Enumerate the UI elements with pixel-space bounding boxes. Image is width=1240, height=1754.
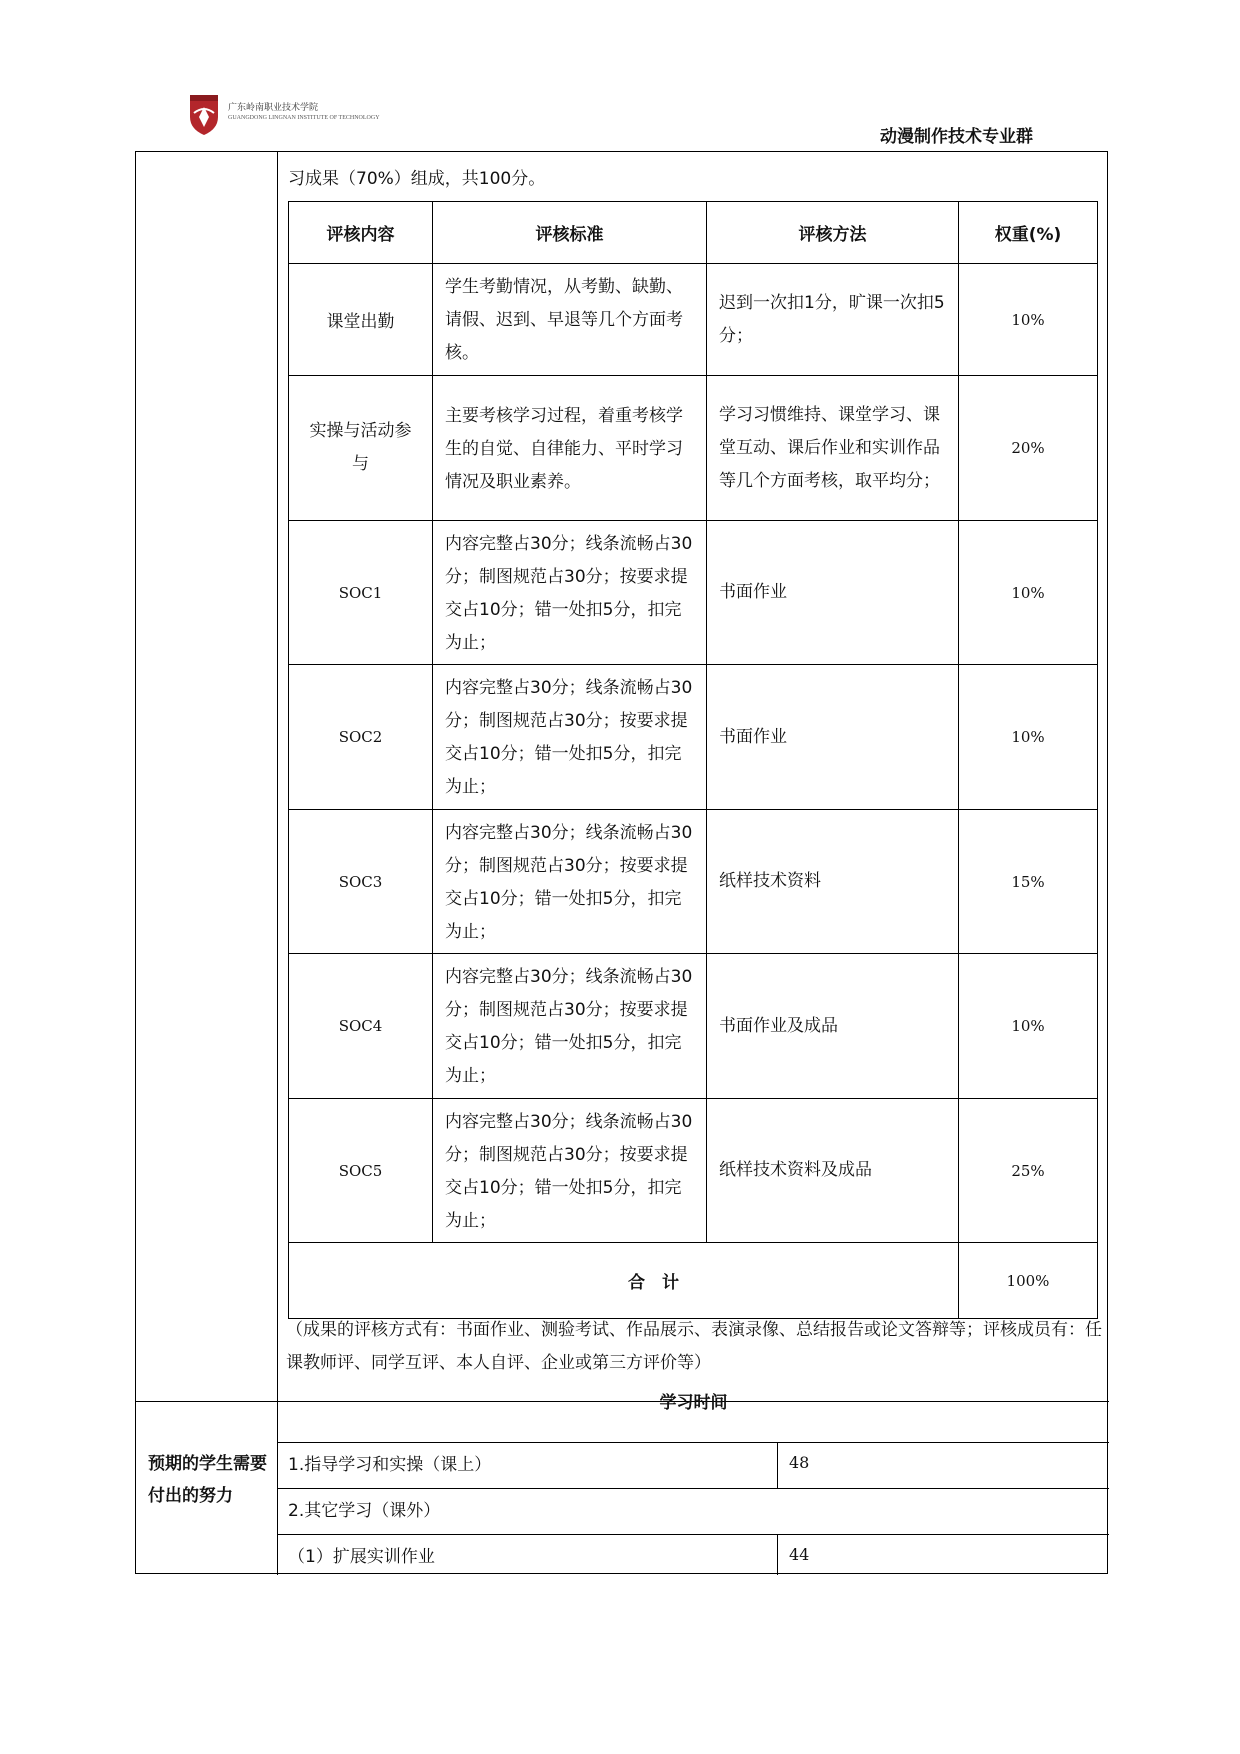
intro-text: 习成果（70%）组成，共100分。 <box>288 169 546 189</box>
table-row <box>289 665 1098 810</box>
assessment-note: （成果的评核方式有：书面作业、测验考试、作品展示、表演录像、总结报告或论文答辩等；评核成员有：任课教师评、同学互评、本人自评、企业或第三方评价等） <box>286 1320 1102 1373</box>
row-method: 书面作业及成品 <box>707 954 959 1099</box>
row-content: SOC2 <box>289 665 433 810</box>
total-row <box>289 1243 1098 1319</box>
logo-name-cn: 广东岭南职业技术学院 <box>228 103 319 113</box>
row-weight: 25% <box>959 1099 1098 1243</box>
effort-row-value: 44 <box>789 1545 810 1564</box>
row-standard: 内容完整占30分；线条流畅占30分；制图规范占30分；按要求提交占10分；错一处扣5分，扣完为止； <box>433 521 707 665</box>
total-label: 合 计 <box>289 1243 959 1319</box>
row-standard: 内容完整占30分；线条流畅占30分；制图规范占30分；按要求提交占10分；错一处扣5分，扣完为止； <box>433 1099 707 1243</box>
assessment-table <box>288 201 1098 1319</box>
table-row <box>289 1099 1098 1243</box>
row-divider <box>277 1488 1109 1489</box>
row-method: 书面作业 <box>707 665 959 810</box>
header-weight: 权重(%) <box>959 202 1098 264</box>
row-divider <box>277 1442 1109 1443</box>
institute-logo <box>188 93 380 139</box>
row-method: 纸样技术资料及成品 <box>707 1099 959 1243</box>
row-method: 纸样技术资料 <box>707 810 959 954</box>
table-row <box>289 954 1098 1099</box>
row-weight: 10% <box>959 954 1098 1099</box>
row-weight: 10% <box>959 521 1098 665</box>
row-weight: 20% <box>959 376 1098 521</box>
value-column-divider <box>777 1442 778 1488</box>
row-weight: 10% <box>959 264 1098 376</box>
row-content: SOC5 <box>289 1099 433 1243</box>
row-standard: 学生考勤情况，从考勤、缺勤、请假、迟到、早退等几个方面考核。 <box>433 264 707 376</box>
header-method: 评核方法 <box>707 202 959 264</box>
row-content: 课堂出勤 <box>289 264 433 376</box>
row-standard: 内容完整占30分；线条流畅占30分；制图规范占30分；按要求提交占10分；错一处扣5分，扣完为止； <box>433 810 707 954</box>
assessment-header-row <box>289 202 1098 264</box>
total-value: 100% <box>959 1243 1098 1319</box>
table-row <box>289 376 1098 521</box>
row-weight: 15% <box>959 810 1098 954</box>
row-divider <box>277 1534 1109 1535</box>
effort-row-label: 2.其它学习（课外） <box>288 1501 441 1521</box>
row-content: SOC4 <box>289 954 433 1099</box>
row-content: 实操与活动参与 <box>289 376 433 521</box>
row-standard: 内容完整占30分；线条流畅占30分；制图规范占30分；按要求提交占10分；错一处扣5分，扣完为止； <box>433 665 707 810</box>
study-time-title: 学习时间 <box>659 1393 728 1413</box>
row-standard: 内容完整占30分；线条流畅占30分；制图规范占30分；按要求提交占10分；错一处扣5分，扣完为止； <box>433 954 707 1099</box>
logo-name-en: GUANGDONG LINGNAN INSTITUTE OF TECHNOLOGY <box>228 115 380 121</box>
row-content: SOC3 <box>289 810 433 954</box>
row-content: SOC1 <box>289 521 433 665</box>
table-row <box>289 521 1098 665</box>
row-method: 学习习惯维持、课堂学习、课堂互动、课后作业和实训作品等几个方面考核，取平均分； <box>707 376 959 521</box>
effort-row-label: 1.指导学习和实操（课上） <box>288 1455 492 1475</box>
table-row <box>289 264 1098 376</box>
row-method: 迟到一次扣1分，旷课一次扣5分； <box>707 264 959 376</box>
header-standard: 评核标准 <box>433 202 707 264</box>
effort-row-label: （1）扩展实训作业 <box>288 1547 435 1567</box>
course-table <box>135 151 1108 1574</box>
effort-label: 预期的学生需要付出的努力 <box>148 1454 267 1506</box>
row-method: 书面作业 <box>707 521 959 665</box>
effort-row-value: 48 <box>789 1453 810 1472</box>
row-standard: 主要考核学习过程，着重考核学生的自觉、自律能力、平时学习情况及职业素养。 <box>433 376 707 521</box>
shield-icon <box>188 93 220 137</box>
row-weight: 10% <box>959 665 1098 810</box>
department-title: 动漫制作技术专业群 <box>880 127 1033 147</box>
left-column-divider <box>277 152 278 1575</box>
header-content: 评核内容 <box>289 202 433 264</box>
value-column-divider <box>777 1534 778 1575</box>
table-row <box>289 810 1098 954</box>
